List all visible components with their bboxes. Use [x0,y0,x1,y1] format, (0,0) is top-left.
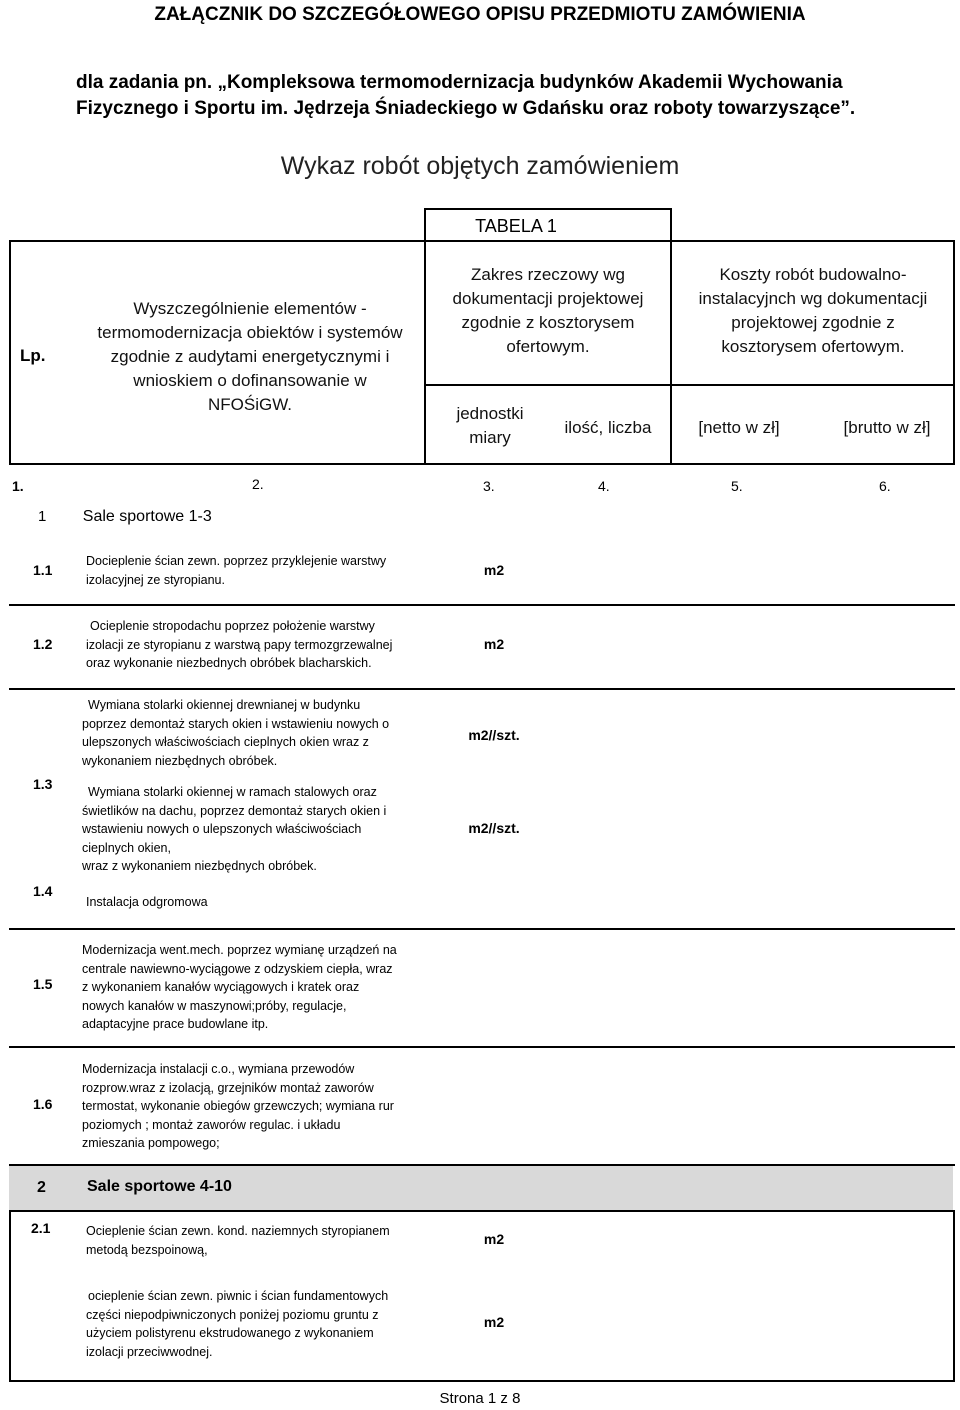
divider [9,240,11,464]
header-gross: [brutto w zł] [843,418,931,437]
row-unit: m2 [483,562,505,578]
divider [9,604,955,606]
header-lp: Lp. [20,346,46,365]
divider [9,463,955,465]
row-unit: m2 [483,636,505,652]
document-title: ZAŁĄCZNIK DO SZCZEGÓŁOWEGO OPISU PRZEDMIOTU ZAMÓWIENIA [154,4,806,25]
section-number: 2 [37,1179,46,1196]
row-description [86,1287,388,1361]
divider [9,1380,955,1382]
section-name: Sale sportowe 4-10 [87,1178,232,1195]
divider [953,1210,955,1380]
desc-line: adaptacyjne prace budowlane itp. [82,1017,269,1031]
page-number: Strona 1 z 8 [439,1390,521,1407]
subtitle-line: Fizycznego i Sportu im. Jędrzeja Śniadeckiego w Gdańsku oraz roboty towarzyszące”. [76,98,856,119]
row-unit: m2 [483,1231,505,1247]
divider [9,928,955,930]
row-lp: 1.2 [33,636,53,652]
divider [9,1046,955,1048]
desc-line: metodą bezspoinową, [86,1242,208,1257]
column-number: 4. [598,478,610,494]
desc-line: oraz wykonanie niezbednych obróbek blacharskich. [86,656,372,670]
header-line: zgodnie z audytami energetycznymi i [110,347,390,366]
header-line: termomodernizacja obiektów i systemów [97,323,403,342]
row-lp: 1.6 [33,1096,53,1112]
row-description [86,552,386,589]
column-number: 1. [12,478,24,494]
desc-line: ocieplenie ścian zewn. piwnic i ścian fundamentowych [88,1289,389,1303]
desc-line: Docieplenie ścian zewn. poprzez przyklejenie warstwy [86,554,387,568]
table-label: TABELA 1 [475,216,557,236]
header-line: ofertowym. [506,337,590,356]
row-lp: 1.4 [33,883,53,899]
row-description [82,1060,394,1153]
header-line: Wyszczególnienie elementów - [133,299,367,318]
header-unit [430,402,550,450]
header-costs [672,263,954,359]
desc-line: zmieszania pompowego; [82,1136,220,1150]
header-line: dokumentacji projektowej [452,289,644,308]
row-description [82,783,386,876]
list-heading: Wykaz robót objętych zamówieniem [280,152,680,180]
row-lp: 1.5 [33,976,53,992]
desc-line: Ocieplenie stropodachu poprzez położenie warstwy [90,619,375,633]
header-line: NFOŚiGW. [207,395,293,414]
desc-line: poprzez demontaż starych okien i wstawieniu nowych o [82,716,390,731]
header-line: kosztorysem ofertowym. [721,337,905,356]
desc-line: cieplnych okien, [82,840,171,855]
desc-line: poziomych ; montaż zaworów regulac. i układu [82,1117,341,1132]
header-line: Koszty robót budowalno- [719,265,907,284]
desc-line: Modernizacja instalacji c.o., wymiana przewodów [82,1062,355,1076]
header-line: projektowej zgodnie z [731,313,895,332]
header-line: wnioskiem o dofinansowanie w [133,371,367,390]
row-description [82,941,397,1034]
desc-line: wraz z wykonaniem niezbędnych obróbek. [82,859,317,873]
desc-line: termostat, wykonanie obiegów grzewczych; wymiana rur [82,1099,394,1113]
desc-line: izolacyjnej ze styropianu. [86,572,225,587]
row-description [86,1222,390,1259]
desc-line: części niepodpiwniczonych poniżej poziomu gruntu z [86,1307,379,1322]
row-lp: 1.1 [33,562,53,578]
section-name: Sale sportowe 1-3 [82,508,212,525]
task-subtitle [76,70,936,122]
header-scope [426,263,670,359]
desc-line: wstawieniu nowych o ulepszonych właściwościach [82,822,362,836]
header-line: instalacyjnch wg dokumentacji [698,289,928,308]
desc-line: Modernizacja went.mech. poprzez wymianę urządzeń na [82,943,397,957]
desc-line: nowych kanałów w maszynowi;próby, regulacje, [82,998,347,1013]
divider [9,240,955,242]
row-unit: m2//szt. [468,727,520,743]
row-lp: 2.1 [31,1220,51,1236]
desc-line: z wykonaniem kanałów wyciągowych i kratek oraz [82,980,360,994]
header-line: Zakres rzeczowy wg [471,265,625,284]
header-line: zgodnie z kosztorysem [461,313,635,332]
desc-line: wykonaniem niezbędnych obróbek. [82,753,278,768]
divider [9,688,955,690]
desc-line: ulepszonych właściwościach cieplnych okien wraz z [82,735,369,749]
divider [9,1210,955,1212]
desc-line: Ocieplenie ścian zewn. kond. naziemnych styropianem [86,1224,390,1238]
header-quantity: ilość, liczba [564,418,652,437]
subtitle-line: dla zadania pn. „Kompleksowa termomodernizacja budynków Akademii Wychowania [76,72,843,93]
column-number: 2. [252,476,264,492]
desc-line: Wymiana stolarki okiennej w ramach stalowych oraz [88,785,377,799]
row-description [86,893,208,912]
row-description [82,696,389,770]
column-number: 5. [731,478,743,494]
header-description [80,297,420,417]
desc-line: rozprow.wraz z izolacją, grzejników montaż zaworów [82,1080,374,1095]
column-number: 6. [879,478,891,494]
header-line: jednostki [456,404,524,423]
header-net: [netto w zł] [698,418,780,437]
row-description [86,617,392,673]
column-number: 3. [483,478,495,494]
row-unit: m2 [483,1314,505,1330]
desc-line: świetlików na dachu, poprzez demontaż starych okien i [82,803,387,818]
desc-line: Wymiana stolarki okiennej drewnianej w budynku [88,698,361,712]
desc-line: izolacji przeciwwodnej. [86,1344,213,1359]
section-row [38,508,212,526]
divider [9,1210,11,1380]
header-line: miary [469,428,511,447]
row-unit: m2//szt. [468,820,520,836]
row-lp: 1.3 [33,776,53,792]
desc-line: Instalacja odgromowa [86,895,208,909]
desc-line: izolacji ze styropianu z warstwą papy termozgrzewalnej [86,637,393,652]
section-number: 1 [38,508,47,525]
divider [424,208,672,210]
desc-line: użyciem polistyrenu ekstrudowanego z wykonaniem [86,1326,374,1340]
desc-line: centrale nawiewno-wyciągowe z odzyskiem ciepła, wraz [82,961,393,976]
divider [424,384,955,386]
section-row [9,1166,953,1210]
